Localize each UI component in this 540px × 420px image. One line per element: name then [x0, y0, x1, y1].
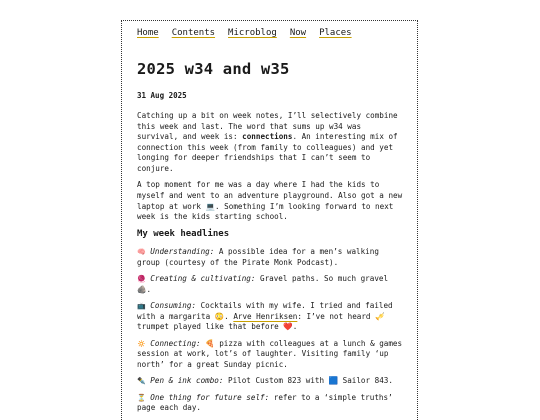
- headline-label: Pen & ink combo:: [150, 376, 224, 386]
- headline-connecting: [137, 339, 405, 371]
- headline-consuming: [137, 301, 405, 333]
- post-body: [137, 111, 405, 420]
- headline-text: refer to a ‘simple truths’ page each day.: [137, 392, 393, 413]
- headline-text: A possible idea for a men’s walking group (courtesy of the Pirate Monk Podcast).: [137, 247, 379, 267]
- headline-label: Consuming:: [150, 301, 197, 311]
- tv-icon: 📺: [137, 302, 146, 311]
- intro-text-end: . An interesting mix of connection this week (from family to colleagues) and yet longing for deeper friendships that I can’t seem to conjure.: [137, 132, 398, 173]
- brain-icon: 🧠: [137, 248, 146, 257]
- headline-text: Pilot Custom 823 with 🟦 Sailor 843.: [223, 376, 393, 386]
- nav-link-now[interactable]: Now: [289, 28, 307, 38]
- headline-label: Connecting:: [150, 338, 201, 348]
- headline-text: : I’ve not heard 🎺 trumpet played like that before ❤️.: [137, 311, 385, 332]
- nav-link-places[interactable]: Places: [319, 28, 352, 38]
- intro-keyword: connections: [242, 132, 293, 142]
- headline-creating: [137, 274, 405, 295]
- headline-understanding: [137, 247, 405, 268]
- post-title: 2025 w34 and w35: [137, 60, 290, 78]
- content-column: [137, 27, 405, 413]
- intro-text-start: Catching up a bit on week notes, I’ll selectively combine this week and last. The word that sums up w34 was survival, and week is:: [137, 111, 398, 142]
- page-container: [121, 20, 418, 420]
- arve-henriksen-link[interactable]: Arve Henriksen: [233, 311, 298, 321]
- headline-text: Cocktails with my wife. I tried and failed with a margarita 😳.: [137, 301, 393, 321]
- nav-link-home[interactable]: Home: [137, 28, 159, 38]
- intro-paragraph: [137, 111, 405, 175]
- headline-label: Understanding:: [150, 247, 215, 257]
- headline-text: 🍕 pizza with colleagues at a lunch & games session at work, lot’s of laughter. Visiting family ‘up north’ for a great Sunday picnic.: [137, 338, 403, 369]
- headline-label: Creating & cultivating:: [150, 274, 256, 284]
- yarn-icon: 🧶: [137, 275, 146, 284]
- headline-pen-ink: [137, 376, 405, 387]
- hourglass-icon: ⏳: [137, 393, 146, 402]
- nav-link-contents[interactable]: Contents: [171, 28, 216, 38]
- pen-nib-icon: ✒️: [137, 377, 146, 386]
- headlines-heading: My week headlines: [137, 228, 230, 239]
- main-nav: [137, 27, 405, 39]
- headline-future-self: [137, 393, 405, 414]
- headline-label: One thing for future self:: [150, 392, 270, 402]
- top-moment-paragraph: A top moment for me was a day where I had the kids to myself and went to an adventure playground. Also got a new laptop at work 💻. Something I’m looking forward to next week is the kids starting school.: [137, 180, 403, 222]
- post-date: 31 Aug 2025: [137, 91, 187, 100]
- headline-text: Gravel paths. So much gravel 🪨.: [137, 274, 389, 294]
- nav-link-microblog[interactable]: Microblog: [228, 28, 277, 38]
- sun-icon: 🔅: [137, 339, 146, 348]
